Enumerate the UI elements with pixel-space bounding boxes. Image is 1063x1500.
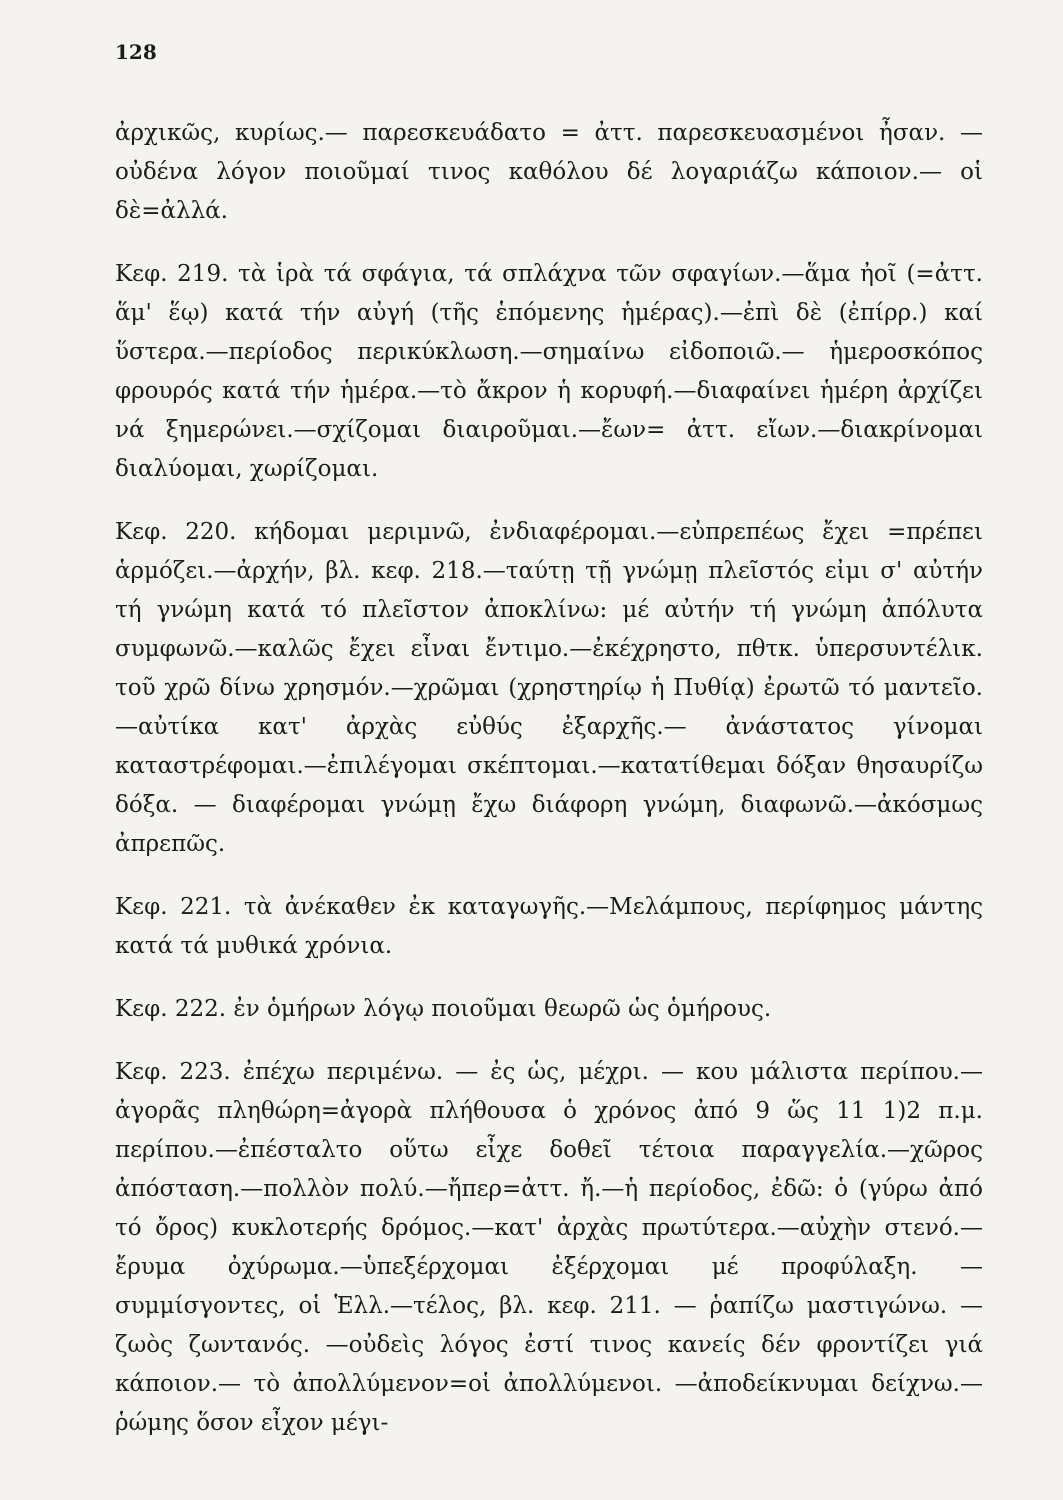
paragraph-chapter-219 xyxy=(115,255,983,489)
paragraph-text: Κεφ. 223. ἐπέχω περιμένω. — ἐς ὡς, μέχρι. — κου μάλιστα περίπου.—ἀγορᾶς πληθώρη=ἀγορὰ πλήθουσα ὁ χρόνος ἀπό 9 ὥς 11 1)2 π.μ. περίπου.—ἐπέσταλτο οὕτω εἶχε δοθεῖ τέτοια παραγγελία.—χῶρος ἀπόσταση.—πολλὸν πολύ.—ἤπερ=ἀττ. ἤ.—ἡ περίοδος, ἐδῶ: ὁ (γύρω ἀπό τό ὄρος) κυκλοτερής δρόμος.—κατ' ἀρχὰς πρωτύτερα.—αὐχὴν στενό.—ἔρυμα ὀχύρωμα.—ὑπεξέρχομαι ἐξέρχομαι μέ προφύλαξη. — συμμίσγοντες, οἱ Ἑλλ.—τέλος, βλ. κεφ. 211. — ῥαπίζω μαστιγώνω. —ζωὸς ζωντανός. —οὐδεὶς λόγος ἐστί τινος κανείς δέν φροντίζει γιά κάποιον.— τὸ ἀπολλύμενον=οἱ ἀπολλύμενοι. —ἀποδείκνυμαι δείχνω.—ῥώμης ὅσον εἶχον μέγι- xyxy=(115,1059,983,1436)
page-number: 128 xyxy=(115,40,157,64)
paragraph-chapter-220 xyxy=(115,513,983,864)
paragraph-text: Κεφ. 221. τὰ ἀνέκαθεν ἐκ καταγωγῆς.—Μελάμπους, περίφημος μάντης κατά τά μυθικά χρόνια. xyxy=(115,894,983,959)
paragraph-text: Κεφ. 222. ἐν ὁμήρων λόγῳ ποιοῦμαι θεωρῶ ὡς ὁμήρους. xyxy=(115,996,772,1022)
paragraph-text: Κεφ. 220. κήδομαι μεριμνῶ, ἐνδιαφέρομαι.—εὐπρεπέως ἔχει =πρέπει ἁρμόζει.—ἀρχήν, βλ. κεφ. 218.—ταύτῃ τῇ γνώμῃ πλεῖστός εἰμι σ' αὐτήν τή γνώμη κατά τό πλεῖστον ἀποκλίνω: μέ αὐτήν τή γνώμη ἀπόλυτα συμφωνῶ.—καλῶς ἔχει εἶναι ἔντιμο.—ἐκέχρηστο, πθτκ. ὑπερσυντέλικ. τοῦ χρῶ δίνω χρησμόν.—χρῶμαι (χρηστηρίῳ ἡ Πυθίᾳ) ἐρωτῶ τό μαντεῖο.—αὐτίκα κατ' ἀρχὰς εὐθύς ἐξαρχῆς.— ἀνάστατος γίνομαι καταστρέφομαι.—ἐπιλέγομαι σκέπτομαι.—κατατίθεμαι δόξαν θησαυρίζω δόξα. — διαφέρομαι γνώμῃ ἔχω διάφορη γνώμη, διαφωνῶ.—ἀκόσμως ἀπρεπῶς. xyxy=(115,519,983,857)
paragraph-chapter-223 xyxy=(115,1053,983,1443)
paragraph-chapter-221 xyxy=(115,888,983,966)
paragraph-chapter-222 xyxy=(115,990,983,1029)
paragraph-text: Κεφ. 219. τὰ ἱρὰ τά σφάγια, τά σπλάχνα τῶν σφαγίων.—ἅμα ἠοῖ (=ἀττ. ἅμ' ἕῳ) κατά τήν αὐγή (τῆς ἑπόμενης ἡμέρας).—ἐπὶ δὲ (ἐπίρρ.) καί ὕστερα.—περίοδος περικύκλωση.—σημαίνω εἰδοποιῶ.— ἡμεροσκόπος φρουρός κατά τήν ἡμέρα.—τὸ ἄκρον ἡ κορυφή.—διαφαίνει ἡμέρη ἀρχίζει νά ξημερώνει.—σχίζομαι διαιροῦμαι.—ἔων= ἀττ. εἴων.—διακρίνομαι διαλύομαι, χωρίζομαι. xyxy=(115,261,983,482)
paragraph-text: ἀρχικῶς, κυρίως.— παρεσκευάδατο = ἀττ. παρεσκευασμένοι ἦσαν. —οὐδένα λόγον ποιοῦμαί τινος καθόλου δέ λογαριάζω κάποιον.— οἱ δὲ=ἀλλά. xyxy=(115,120,983,224)
commentary-text xyxy=(115,114,983,1443)
paragraph-intro xyxy=(115,114,983,231)
